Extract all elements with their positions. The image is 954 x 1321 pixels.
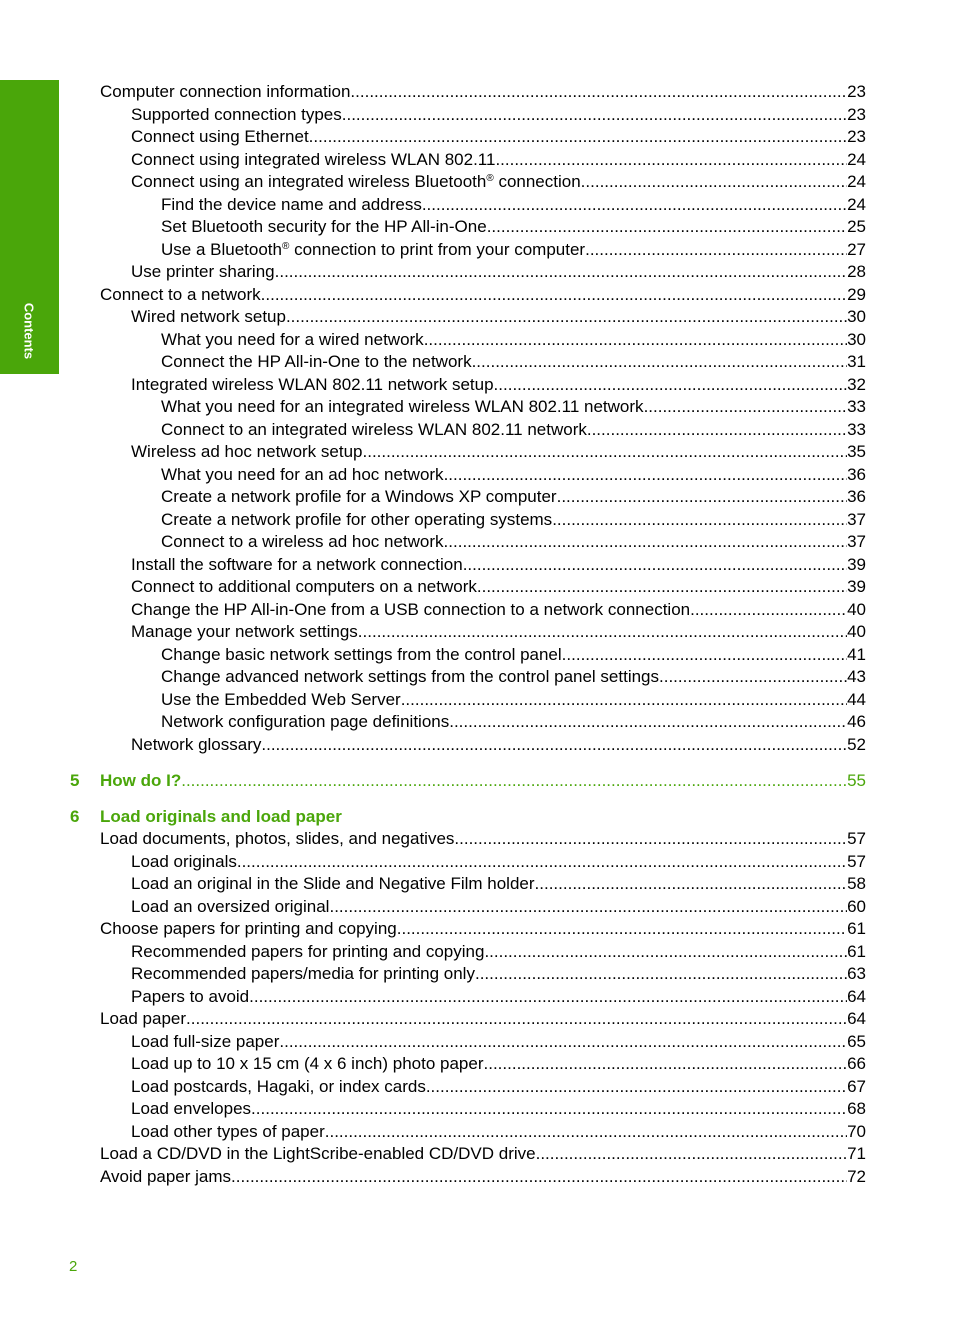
dot-leader [358,621,847,644]
toc-entry-title: Create a network profile for other operating systems [161,509,553,529]
toc-entry-title: Connect to a wireless ad hoc network [161,532,444,551]
toc-entry[interactable] [70,374,866,397]
toc-entry-page-number: 23 [847,127,866,146]
toc-entry-page-number: 60 [847,896,866,916]
toc-entry[interactable] [70,621,866,644]
toc-entry[interactable] [70,851,866,874]
toc-entry-page-number: 40 [847,599,866,619]
toc-entry[interactable] [70,149,866,172]
toc-entry-page-number: 57 [847,851,866,871]
dot-leader [536,1143,847,1166]
toc-entry-title: What you need for an ad hoc network [161,464,444,484]
toc-entry-title: Network configuration page definitions [161,712,450,731]
dot-leader [286,306,847,329]
toc-entry-title: Load originals [131,851,237,871]
toc-entry-title: Connect to a network [100,284,261,304]
toc-entry[interactable] [70,1098,866,1121]
toc-entry-title: Integrated wireless WLAN 802.11 network setup [131,374,494,394]
chapter-title: How do I? [100,771,182,790]
dot-leader [585,239,847,262]
toc-entry-title: Connect to an integrated wireless WLAN 802.11 network [161,419,587,439]
toc-entry-page-number: 64 [847,1009,866,1028]
toc-entry-title: Load up to 10 x 15 cm (4 x 6 inch) photo paper [131,1054,484,1073]
toc-entry-page-number: 66 [847,1054,866,1073]
toc-entry[interactable] [70,963,866,986]
dot-leader [659,666,847,689]
toc-section-chapter-6 [70,828,866,1188]
dot-leader [325,1121,847,1144]
toc-entry-title: Load a CD/DVD in the LightScribe-enabled CD/DVD drive [100,1144,536,1163]
toc-entry[interactable] [70,509,866,532]
dot-leader [484,941,847,964]
toc-entry[interactable] [70,1143,866,1166]
toc-entry-page-number: 24 [847,149,866,169]
toc-entry-title: Change advanced network settings from the control panel settings [161,667,660,686]
toc-entry-page-number: 36 [847,464,866,484]
toc-entry-page-number: 33 [847,397,866,416]
toc-entry-title-part: Connect using an integrated wireless Bluetooth [131,172,487,191]
toc-entry-title: Avoid paper jams [100,1166,232,1186]
toc-entry[interactable] [70,81,866,104]
toc-entry-page-number: 61 [847,919,866,938]
toc-entry-title: Change basic network settings from the control panel [161,644,562,664]
toc-entry[interactable] [70,171,866,194]
toc-entry-page-number: 39 [847,554,866,574]
toc-entry[interactable] [70,1008,866,1031]
toc-entry-title: Manage your network settings [131,622,358,641]
toc-entry[interactable] [70,554,866,577]
toc-entry-title: Use printer sharing [131,262,275,281]
toc-entry-title: Load an original in the Slide and Negative Film holder [131,874,535,893]
chapter-number: 5 [70,771,80,790]
toc-entry-page-number: 46 [847,712,866,731]
toc-entry[interactable] [70,689,866,712]
toc-entry-title: Load documents, photos, slides, and negatives [100,829,455,848]
toc-entry-title: Load paper [100,1009,187,1028]
toc-entry-title [131,171,581,194]
toc-entry[interactable] [70,896,866,919]
toc-entry-title-part: connection to print from your computer [289,239,586,259]
toc-entry-title: Wired network setup [131,307,286,326]
toc-entry-page-number: 52 [847,734,866,754]
toc-entry-page-number: 44 [847,689,866,709]
toc-entry-page-number: 64 [847,986,866,1006]
toc-entry[interactable] [70,441,866,464]
toc-entry-title: Wireless ad hoc network setup [131,442,363,461]
dot-leader [494,374,848,397]
dot-leader [552,509,847,532]
toc-entry[interactable] [70,599,866,622]
dot-leader [261,734,847,757]
toc-entry[interactable] [70,711,866,734]
toc-entry[interactable] [70,644,866,667]
toc-entry-title: Load an oversized original [131,896,330,916]
toc-entry-title: Computer connection information [100,82,351,101]
toc-entry-page-number: 58 [847,874,866,893]
toc-entry-title: Connect the HP All-in-One to the network [161,352,472,371]
dot-leader [477,576,847,599]
toc-entry-page-number: 27 [847,239,866,259]
toc-entry[interactable] [70,734,866,757]
toc-entry-page-number: 39 [847,577,866,596]
dot-leader [363,441,848,464]
dot-leader [231,1166,847,1189]
toc-entry[interactable] [70,941,866,964]
toc-entry-title: Create a network profile for a Windows XP computer [161,487,557,506]
toc-entry[interactable] [70,194,866,217]
dot-leader [444,531,848,554]
toc-entry-page-number: 23 [847,104,866,124]
toc-entry-title: Load other types of paper [131,1121,325,1141]
toc-entry-title: Load postcards, Hagaki, or index cards [131,1076,426,1096]
toc-entry[interactable] [70,828,866,851]
toc-entry-page-number: 30 [847,329,866,349]
dot-leader [587,419,847,442]
toc-entry[interactable] [70,576,866,599]
dot-leader [557,486,847,509]
toc-entry-page-number: 28 [847,262,866,281]
toc-entry[interactable] [70,239,866,262]
toc-entry-title-part: connection [493,172,581,191]
toc-entry-title: Find the device name and address [161,194,422,214]
toc-entry[interactable] [70,126,866,149]
toc-entry[interactable] [70,666,866,689]
toc-entry-page-number: 33 [847,419,866,439]
toc-entry-page-number: 41 [847,644,866,664]
toc-chapter-5[interactable] [70,770,866,793]
toc-entry-page-number: 57 [847,829,866,848]
dot-leader [186,1008,847,1031]
toc-entry-page-number: 35 [847,442,866,461]
toc-entry[interactable] [70,464,866,487]
dot-leader [181,770,847,793]
toc-entry-title: Set Bluetooth security for the HP All-in-One [161,217,487,236]
dot-leader [249,986,847,1009]
dot-leader [237,851,847,874]
dot-leader [449,711,847,734]
toc-entry[interactable] [70,918,866,941]
dot-leader [562,644,847,667]
toc-entry-title [161,239,585,262]
toc-entry[interactable] [70,351,866,374]
toc-entry[interactable] [70,1031,866,1054]
dot-leader [487,216,847,239]
dot-leader [472,351,848,374]
toc-entry-page-number: 29 [847,284,866,304]
dot-leader [251,1098,847,1121]
page-number: 2 [69,1258,78,1275]
toc-section-computer-and-network [70,81,866,756]
contents-side-tab-label: Contents [21,302,37,360]
dot-leader [342,104,847,127]
dot-leader [424,329,847,352]
toc-entry-page-number: 43 [847,667,866,686]
toc-entry[interactable] [70,261,866,284]
dot-leader [475,963,847,986]
toc-entry-page-number: 37 [847,509,866,529]
toc-entry-page-number: 65 [847,1031,866,1051]
dot-leader [644,396,848,419]
dot-leader [444,464,848,487]
toc-entry-title-part: Use a Bluetooth [161,239,282,259]
toc-entry-page-number: 23 [847,82,866,101]
dot-leader [535,873,848,896]
toc-entry-title: What you need for a wired network [161,329,424,349]
dot-leader [329,896,847,919]
toc-entry-title: Recommended papers/media for printing only [131,964,475,983]
toc-entry[interactable] [70,1166,866,1189]
toc-entry[interactable] [70,284,866,307]
toc-entry-page-number: 68 [847,1099,866,1118]
toc-entry-page-number: 61 [847,941,866,961]
toc-entry-page-number: 63 [847,964,866,983]
toc-entry-title: Use the Embedded Web Server [161,689,401,709]
toc-entry-page-number: 72 [847,1166,866,1186]
toc-entry-title: Install the software for a network connection [131,554,463,574]
toc-entry-page-number: 32 [847,374,866,394]
toc-entry-page-number: 40 [847,622,866,641]
dot-leader [275,261,847,284]
dot-leader [426,1076,847,1099]
toc-entry-page-number: 67 [847,1076,866,1096]
toc-entry-title: Supported connection types [131,104,342,124]
chapter-number: 6 [70,806,80,826]
dot-leader [401,689,847,712]
toc-entry-title: Papers to avoid [131,986,250,1006]
toc-entry-page-number: 25 [847,217,866,236]
dot-leader [484,1053,848,1076]
toc-entry-page-number: 71 [847,1144,866,1163]
toc-entry-title: Network glossary [131,734,262,754]
toc-entry[interactable] [70,531,866,554]
toc-entry[interactable] [70,329,866,352]
registered-mark: ® [486,173,494,184]
chapter-page-number: 55 [847,771,866,790]
toc-entry-page-number: 36 [847,487,866,506]
registered-mark: ® [281,240,290,252]
dot-leader [397,918,847,941]
toc-entry-title: Connect using Ethernet [131,127,309,146]
toc-entry-title: Recommended papers for printing and copying [131,941,485,961]
toc-entry[interactable] [70,306,866,329]
toc-entry-title: Load full-size paper [131,1031,280,1051]
toc-entry[interactable] [70,986,866,1009]
dot-leader [422,194,847,217]
toc-entry[interactable] [70,396,866,419]
dot-leader [581,171,847,194]
toc-entry[interactable] [70,486,866,509]
toc-entry[interactable] [70,1121,866,1144]
dot-leader [279,1031,847,1054]
chapter-title: Load originals and load paper [100,806,342,826]
dot-leader [261,284,847,307]
toc-entry-title: Choose papers for printing and copying [100,919,397,938]
toc-entry-page-number: 31 [847,352,866,371]
toc-entry[interactable] [70,1076,866,1099]
toc-chapter-6[interactable] [70,806,866,829]
toc-entry[interactable] [70,104,866,127]
toc-entry-title: What you need for an integrated wireless WLAN 802.11 network [161,397,644,416]
dot-leader [454,828,847,851]
toc-entry-title: Connect using integrated wireless WLAN 802.11 [131,149,496,169]
dot-leader [350,81,847,104]
table-of-contents [70,81,866,1188]
toc-entry-page-number: 37 [847,532,866,551]
dot-leader [309,126,847,149]
toc-entry-page-number: 30 [847,307,866,326]
toc-entry-title: Change the HP All-in-One from a USB connection to a network connection [131,599,691,619]
toc-entry-page-number: 24 [847,172,866,191]
toc-entry[interactable] [70,1053,866,1076]
toc-entry[interactable] [70,873,866,896]
toc-entry-title: Load envelopes [131,1099,252,1118]
toc-entry-page-number: 24 [847,194,866,214]
toc-entry-page-number: 70 [847,1121,866,1141]
toc-entry[interactable] [70,419,866,442]
dot-leader [463,554,847,577]
toc-entry-title: Connect to additional computers on a network [131,577,477,596]
toc-entry[interactable] [70,216,866,239]
dot-leader [690,599,847,622]
dot-leader [495,149,847,172]
